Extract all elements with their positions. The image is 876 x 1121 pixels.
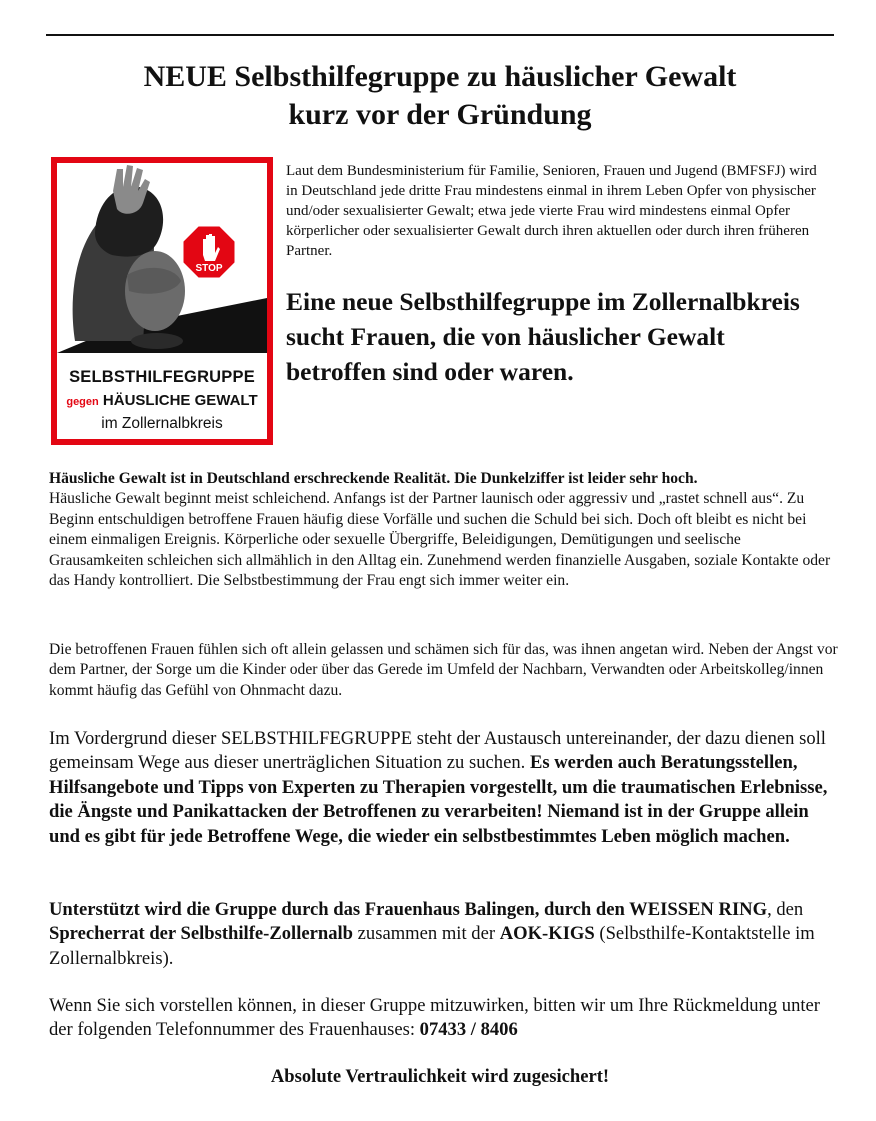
closing-statement: Absolute Vertraulichkeit wird zugesichert! xyxy=(270,1066,610,1087)
paragraph-2: Die betroffenen Frauen fühlen sich oft allein gelassen und schämen sich für das, was ihnen angetan wird. Neben der Angst vor dem Partner, der Sorge um die Kinder oder über das Gerede im Umfeld der Nachbarn, Verwandten oder Arbeitskolleg/innen kommt häufig das Gefühl von Ohnmacht dazu. xyxy=(49,641,838,699)
paragraph-4 xyxy=(49,898,839,971)
figure-feet xyxy=(131,333,183,349)
title-line-2: kurz vor der Gründung xyxy=(288,98,592,131)
page-title xyxy=(46,58,834,134)
paragraph-1 xyxy=(49,469,839,591)
paragraph-4-bold-2: Sprecherrat der Selbsthilfe-Zollernalb xyxy=(49,923,354,945)
callout-heading: Eine neue Selbsthilfegruppe im Zollernalbkreis sucht Frauen, die von häuslicher Gewalt betroffen sind oder waren. xyxy=(286,287,800,386)
phone-number: 07433 / 8406 xyxy=(419,1019,518,1041)
paragraph-5-normal: Wenn Sie sich vorstellen können, in dieser Gruppe mitzuwirken, bitten wir um Ihre Rückmeldung unter der folgenden Telefonnummer des Frauenhauses: xyxy=(49,995,820,1041)
intro-paragraph: Laut dem Bundesministerium für Familie, Senioren, Frauen und Jugend (BMFSFJ) wird in Deutschland jede dritte Frau mindestens einmal in ihrem Leben Opfer von physischer und/oder sexualisierter Gewalt; etwa jede vierte Frau wird mindestens einmal Opfer körperlicher oder sexualisierter Gewalt durch ihren aktuellen oder durch ihren früheren Partner. xyxy=(286,163,817,259)
logo-line-1: SELBSTHILFEGRUPPE xyxy=(69,368,255,386)
paragraph-1-text: Häusliche Gewalt beginnt meist schleichend. Anfangs ist der Partner launisch oder aggressiv und „rastet schnell aus“. Zu Beginn entschuldigen betroffene Frauen häufig diese Vorfälle und suchen die Schuld bei sich. Doch oft bleibt es nicht bei einem einmaligen Ereignis. Körperliche oder sexuelle Übergriffe, Beleidigungen, Demütigungen und seelische Grausamkeiten schleichen sich allmählich in den Alltag ein. Zunehmend werden finanzielle Ausgaben, soziale Kontakte oder das Handy kontrolliert. Die Selbstbestimmung der Frau engt sich immer weiter ein. xyxy=(49,490,831,590)
paragraph-4-normal-3: (Selbsthilfe-Kontaktstelle im Zollernalbkreis). xyxy=(49,923,815,969)
group-logo xyxy=(51,157,273,445)
paragraph-4-normal-1: , den xyxy=(767,899,804,920)
paragraph-1-lead: Häusliche Gewalt ist in Deutschland erschreckende Realität. Die Dunkelziffer ist leider sehr hoch. xyxy=(49,470,698,487)
paragraph-3 xyxy=(49,727,839,849)
paragraph-4-bold-1: Unterstützt wird die Gruppe durch das Frauenhaus Balingen, durch den WEISSEN RING xyxy=(49,899,768,920)
paragraph-3-bold: Es werden auch Beratungsstellen, Hilfsangebote und Tipps von Experten zu Therapien vorgestellt, um die traumatischen Erlebnisse, die Ängste und Panikattacken der Betroffenen zu verarbeiten! Niemand ist in der Gruppe allein und es gibt für jede Betroffene Wege, die wieder ein selbstbestimmtes Leben möglich machen. xyxy=(49,752,828,847)
stop-sign-text: STOP xyxy=(195,263,223,274)
paragraph-3-normal: Im Vordergrund dieser SELBSTHILFEGRUPPE steht der Austausch untereinander, der dazu dienen soll gemeinsam Wege aus dieser unerträglichen Situation zu suchen. xyxy=(49,728,826,774)
logo-line-2 xyxy=(57,392,267,409)
top-rule xyxy=(46,34,834,36)
paragraph-5 xyxy=(49,994,839,1043)
logo-line-2-prefix: gegen xyxy=(66,396,99,408)
title-line-1: NEUE Selbsthilfegruppe zu häuslicher Gewalt xyxy=(143,60,737,93)
paragraph-4-bold-3: AOK-KIGS xyxy=(499,923,595,945)
paragraph-4-normal-2: zusammen mit der xyxy=(353,923,500,945)
logo-line-2-main: HÄUSLICHE GEWALT xyxy=(102,392,258,409)
logo-line-3: im Zollernalbkreis xyxy=(101,415,223,432)
stop-sign-icon xyxy=(182,225,236,279)
